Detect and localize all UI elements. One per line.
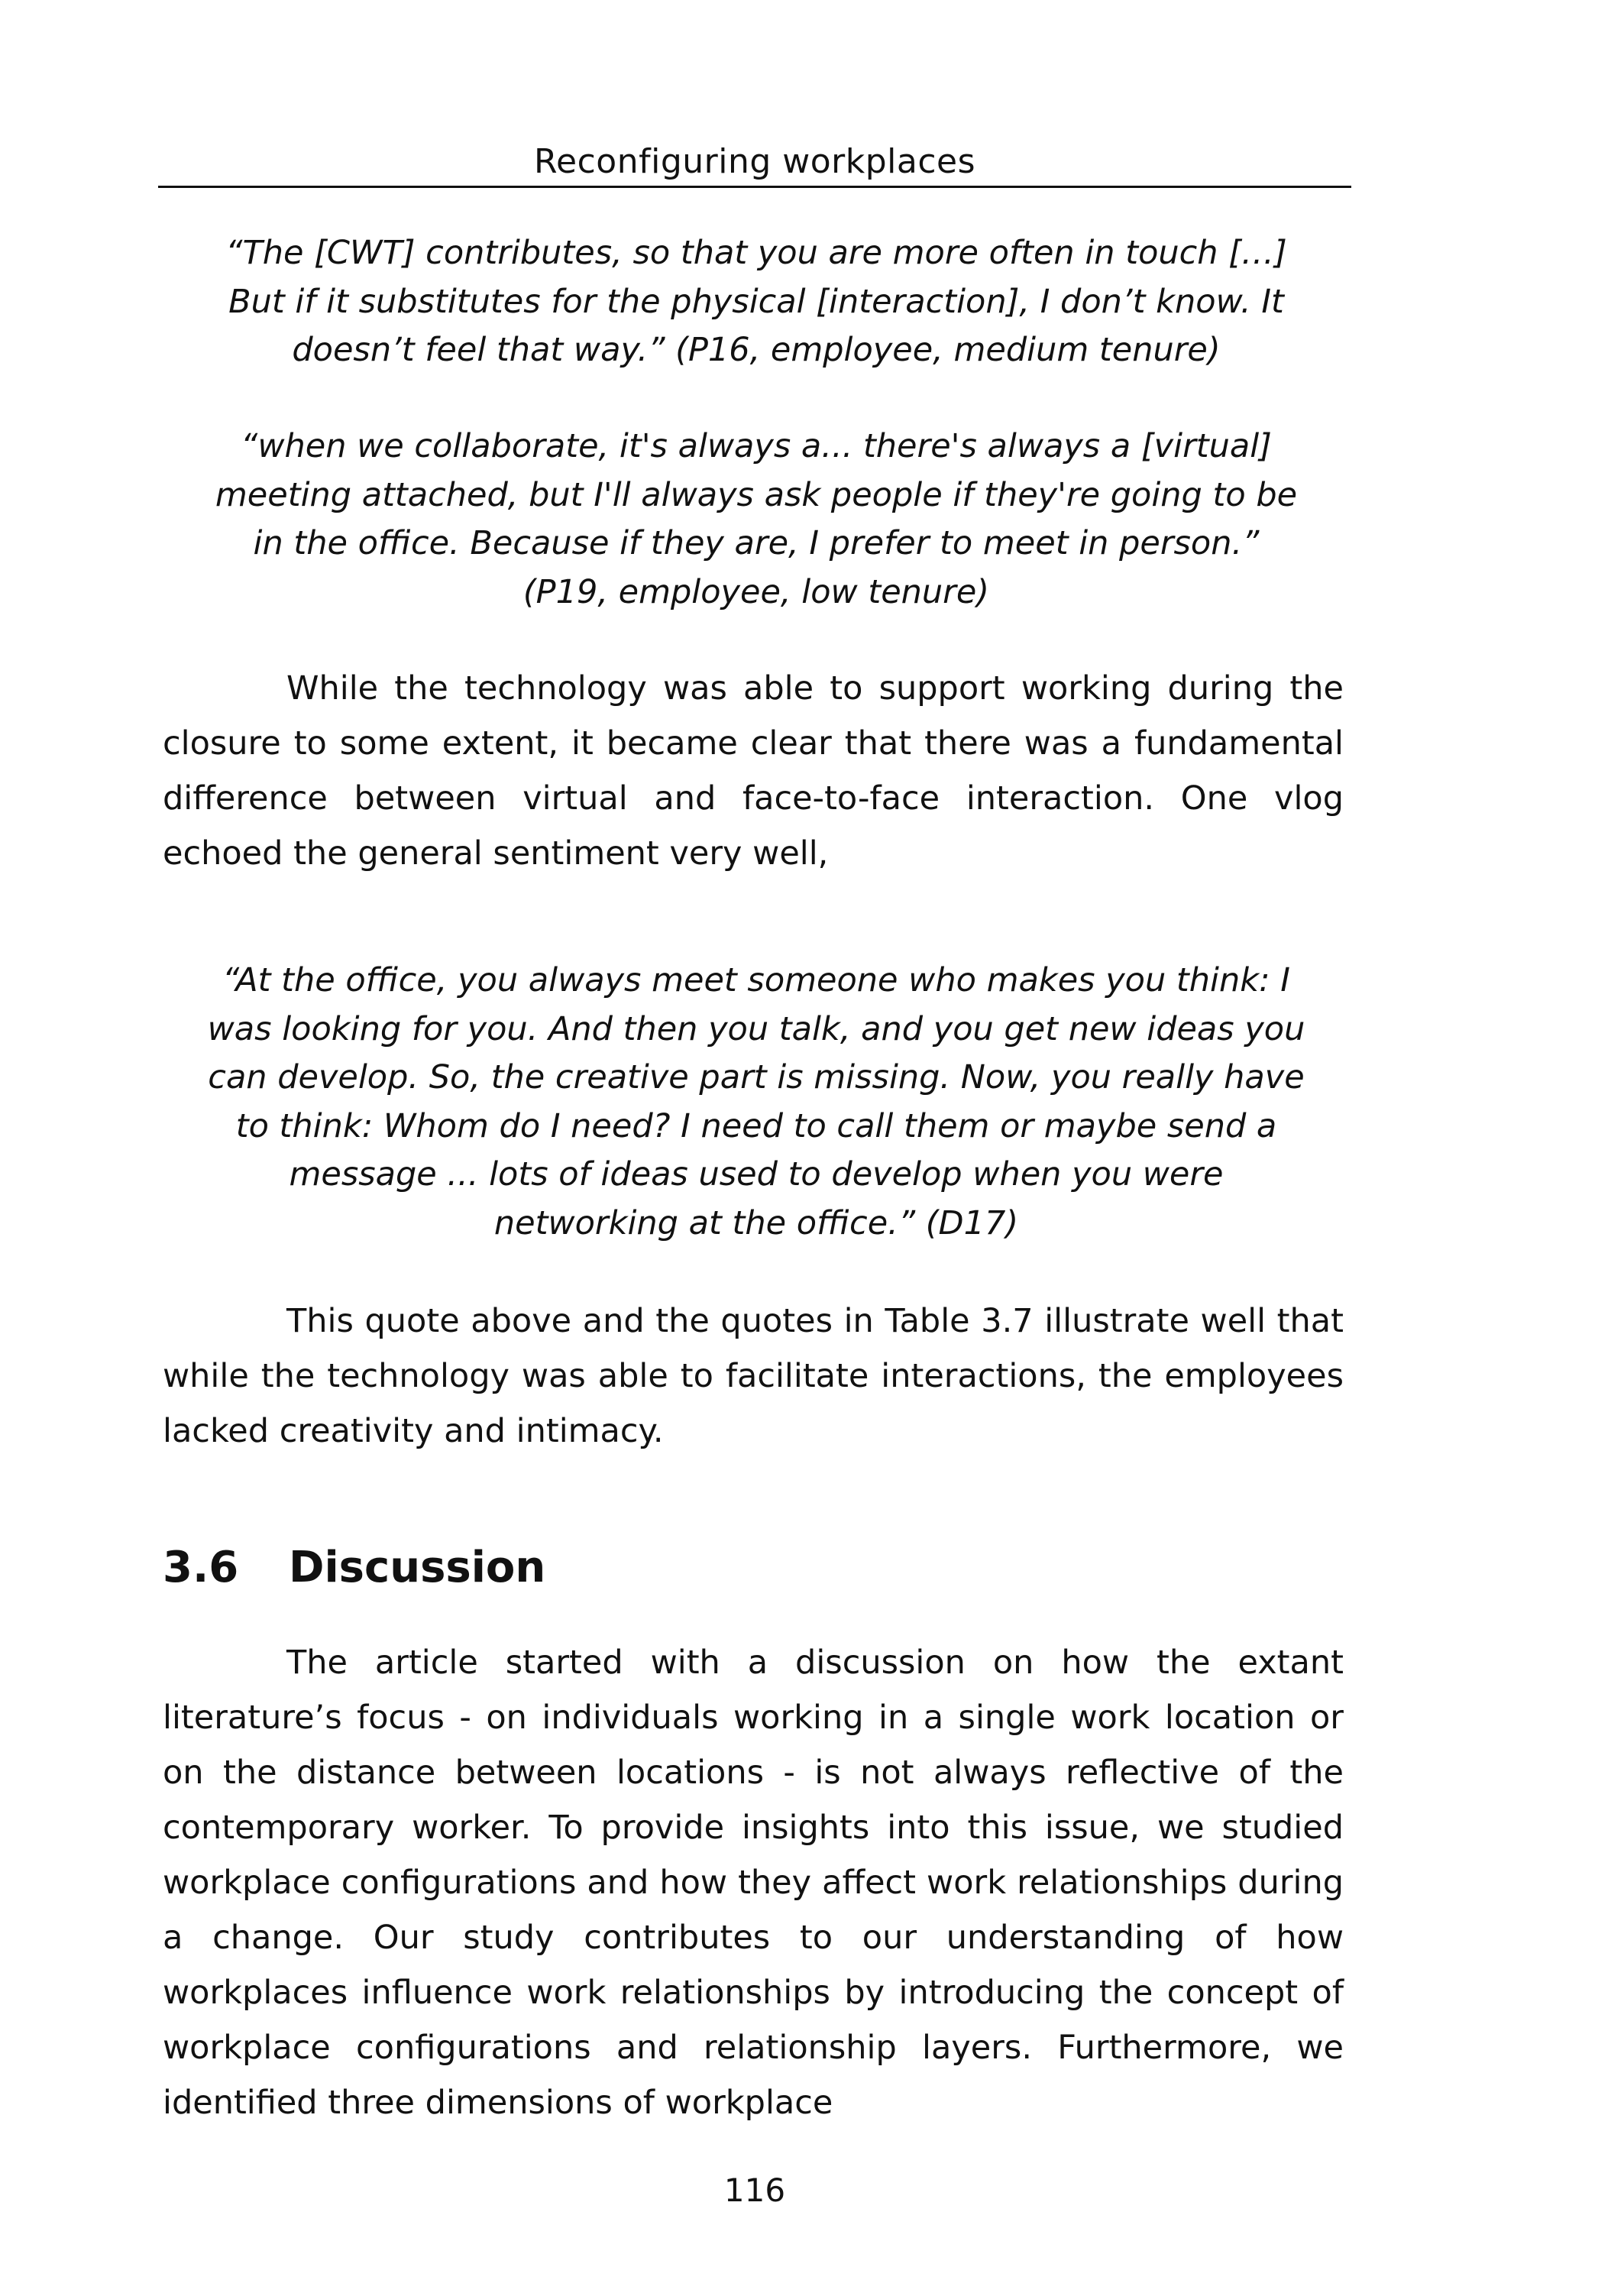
page-number: 116	[723, 2172, 786, 2209]
body-paragraph-text: This quote above and the quotes in Table 3.7 illustrate well that while the technology was able to facilitate interactions, the employees lacked creativity and intimacy.	[163, 1302, 1344, 1450]
section-number: 3.6	[163, 1543, 239, 1592]
body-paragraph-text: The article started with a discussion on how the extant literature’s focus - on individuals working in a single work location or on the distance between locations - is not always reflective of the contemporary worker. To provide insights into this issue, we studied workplace configurations and how they affect work relationships during a change. Our study contributes to our understanding of how workplaces influence work relationships by introducing the concept of workplace configurations and relationship layers. Furthermore, we identified three dimensions of workplace	[163, 1644, 1344, 2122]
body-paragraph	[163, 1294, 1344, 1459]
body-paragraph-text: While the technology was able to support working during the closure to some extent, it became clear that there was a fundamental difference between virtual and face-to-face interaction. One vlog echoed the general sentiment very well,	[163, 669, 1344, 873]
section-heading	[163, 1542, 545, 1594]
block-quote-p16: “The [CWT] contributes, so that you are more often in touch […] But if it substitutes for the physical [interaction], I don’t know. It doesn’t feel that way.” (P16, employee, medium tenure)	[225, 234, 1287, 369]
body-paragraph	[163, 661, 1344, 881]
running-header: Reconfiguring workplaces	[533, 142, 976, 181]
header-rule	[158, 186, 1351, 188]
block-quote-p19: “when we collaborate, it's always a... there's always a [virtual] meeting attached, but I'll always ask people if they're going to be in the office. Because if they are, I prefer to meet in person.” (P19, employee, low tenure)	[215, 427, 1298, 611]
section-title: Discussion	[289, 1543, 546, 1592]
body-paragraph	[163, 1635, 1344, 2130]
block-quote-d17: “At the office, you always meet someone who makes you think: I was looking for you. And then you talk, and you get new ideas you can develop. So, the creative part is missing. Now, you really have to think: Whom do I need? I need to call them or maybe send a message ... lots of ideas used to develop when you were networking at the office.” (D17)	[207, 961, 1305, 1242]
